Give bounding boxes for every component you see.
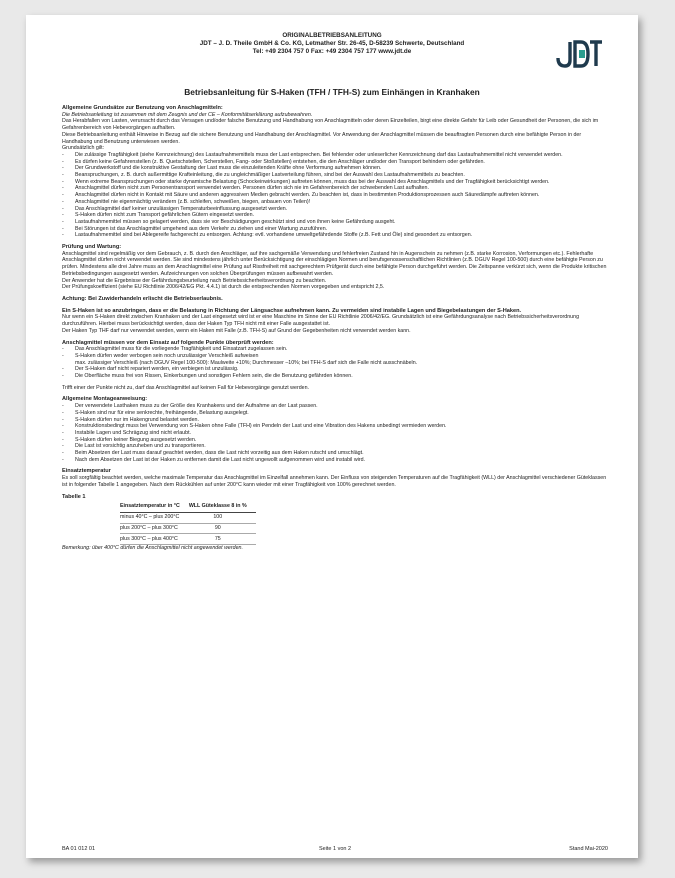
list-item: - Nach dem Absetzen der Last ist der Haken zu entfernen damit die Last nicht ungewollt aufgenommen wird und instabil wird. (62, 457, 608, 464)
table-caption: Tabelle 1 (62, 493, 86, 500)
section-heading-temperatur: Einsatztemperatur (62, 468, 111, 475)
list-item: - Anschlagmittel nie eigenmächtig verändern (z.B. schleifen, schweißen, biegen, anbauen von Teilen)! (62, 199, 608, 206)
list-item: - Der S-Haken darf nicht repariert werden, ein verbiegen ist unzulässig. (62, 366, 608, 373)
table-cell: 100 (189, 512, 256, 523)
list-item: - Der verwendete Lasthaken muss zu der Größe des Kranhakens und der Aufnahme an der Last passen. (62, 403, 608, 410)
list-item: - Wenn extreme Beanspruchungen oder starke dynamische Belastung (Schockeinwirkungen) auftreten können, muss das bei der Auswahl des Anschlagmittels und der Tragfähigkeit berücksichtigt werden. (62, 179, 608, 186)
checks-list (62, 346, 608, 380)
header-company-address: JDT – J. D. Theile GmbH & Co. KG, Letmather Str. 26-45, D-58239 Schwerte, Deutschland (199, 40, 465, 48)
document-header (26, 32, 638, 57)
table-header-row (120, 501, 256, 512)
document-body (62, 105, 608, 552)
paragraph: Der Anwender hat die Ergebnisse der Gefährdungsbeurteilung nach Betriebssicherheitsverordnung zu beachten. (62, 277, 327, 284)
list-item: - Lastaufnahmemittel müssen so gelagert werden, dass sie vor Beschädigungen geschützt sind und von ihnen keine Gefährdung ausgeht. (62, 219, 608, 226)
table-cell: 75 (189, 534, 256, 545)
list-item: - Anschlagmittel dürfen nicht zum Personentransport verwendet werden. Personen dürfen sich nie im Gefahrenbereich der schwebenden Last aufhalten. (62, 185, 608, 192)
table-cell: plus 200°C – plus 300°C (120, 523, 189, 534)
jdt-logo (555, 39, 603, 69)
paragraph: Trifft einer der Punkte nicht zu, darf das Anschlagmittel auf keinen Fall für Hebevorgänge genutzt werden. (62, 384, 310, 391)
table-header: WLL Güteklasse 8 in % (189, 501, 256, 512)
section-heading-pruefung: Prüfung und Wartung: (62, 244, 122, 251)
table-row (120, 534, 256, 545)
list-item: - Konstruktionsbedingt muss bei Verwendung von S-Haken ohne Falle (TFH) ein Pendeln der Last und eine Vibration des Hakens unbedingt vermieden werden. (62, 423, 608, 430)
page-number: Seite 1 von 2 (318, 846, 352, 852)
header-doc-type: ORIGINALBETRIEBSANLEITUNG (282, 32, 382, 39)
table-cell: plus 300°C – plus 400°C (120, 534, 189, 545)
list-item: - Beim Absetzen der Last muss darauf geachtet werden, dass die Last nicht vorzeitig aus dem Haken rutscht und umschlägt. (62, 450, 608, 457)
table-note: Bemerkung: über 400°C dürfen die Anschlagmittel nicht angewendet werden. (62, 545, 243, 552)
paragraph: Der Prüfungskoeffizient (siehe EU Richtlinie 2006/42/EG Pkt. 4.4.1) ist durch die entsprechenden Normen vorgegeben und entspricht 2,5. (62, 284, 385, 291)
document-number: BA 01 012 01 (62, 846, 96, 852)
rules-list (62, 152, 608, 239)
list-item: - S-Haken dürfen nicht zum Transport gefährlichen Gütern eingesetzt werden. (62, 212, 608, 219)
list-item: - Der Grundwerkstoff und die konstruktive Gestaltung der Last muss die einzuleitenden Kräfte ohne Verformung aufnehmen können. (62, 165, 608, 172)
header-contact: Tel: +49 2304 757 0 Fax: +49 2304 757 177 www.jdt.de (252, 48, 412, 56)
section-heading-grundsaetze: Allgemeine Grundsätze zur Benutzung von Anschlagmitteln: (62, 105, 223, 111)
wear-limits: max. zulässiger Verschleiß (nach DGUV Regel 100-500): Maulweite +10%; Durchmesser –10%; bei TFH-S darf sich die Falle nicht ausschnäbeln. (75, 359, 418, 366)
paragraph: Grundsätzlich gilt: (62, 145, 105, 152)
section-heading-montage: Allgemeine Montageanweisung: (62, 396, 148, 403)
jdt-logo-icon (555, 39, 603, 69)
list-item: - Anschlagmittel dürfen nicht in Kontakt mit Säure und anderen aggressiven Medien gebracht werden. Zu beachten ist, dass in bestimmten Produktionsprozessen auch Säuredämpfe auftreten können. (62, 192, 608, 199)
table-header: Einsatztemperatur in °C (120, 501, 189, 512)
document-page (26, 15, 638, 858)
paragraph: Nur wenn ein S-Haken direkt zwischen Kranhaken und der Last eingesetzt wird ist er eine Maschine im Sinne der EU Richtlinie 2006/42/EG. Grundsätzlich ist eine Gefährdungsanalyse nach Betriebssicherheitsverordnung durchzuführen. Hierbei muss berücksichtigt werden, dass der Haken Typ TFH nicht mit einer Falle ausgestattet ist. (62, 314, 580, 328)
list-item: - Lastaufnahmemittel sind bei Ablegereife fachgerecht zu entsorgen. Achtung: evtl. vorhandene umweltgefährdende Stoffe (z.B. Fett und Öle) sind gesondert zu entsorgen. (62, 232, 608, 239)
paragraph: Das Herabfallen von Lasten, verursacht durch das Versagen und/oder falsche Benutzung und Handhabung von Anschlagmitteln oder deren Einzelteilen, birgt eine direkte Gefahr für Leib oder Gesundheit der Personen, die sich im Gefahrenbereich von Hebevorgängen aufhalten. (62, 118, 599, 132)
intro-note: Die Betriebsanleitung ist zusammen mit dem Zeugnis und der CE – Konformitätserklärung aufzubewahren. (62, 111, 313, 118)
table-row (120, 512, 256, 523)
list-item (62, 353, 608, 366)
paragraph: Der Haken Typ THF darf nur verwendet werden, wenn ein Haken mit Falle (z.B. TFH-S) auf Grund der Gegebenheiten nicht verwendet werden kann. (62, 327, 411, 334)
list-item: - Die Last ist vorsichtig anzuheben und zu transportieren. (62, 443, 608, 450)
list-item: - Das Anschlagmittel muss für die vorliegende Tragfähigkeit und Einsatzart zugelassen sein. (62, 346, 608, 353)
list-item: - S-Haken dürfen keiner Biegung ausgesetzt werden. (62, 437, 608, 444)
table-cell: 90 (189, 523, 256, 534)
table-cell: minus 40°C – plus 200°C (120, 512, 189, 523)
paragraph: Diese Betriebsanleitung enthält Hinweise in Bezug auf die sichere Benutzung und Handhabung der Anschlagmittel. Vor Anwendung der Anschlagmittel müssen die beauftragten Personen durch eine befähigte Person in der Handhabung und Benutzung unterwiesen werden. (62, 131, 582, 145)
warning-notice: Achtung: Bei Zuwiderhandeln erlischt die Betriebserlaubnis. (62, 295, 223, 302)
list-item-text: S-Haken dürfen weder verbogen sein noch unzulässiger Verschleiß aufweisen (75, 352, 259, 359)
paragraph: Anschlagmittel sind regelmäßig vor dem Gebrauch, z. B. durch den Anschläger, auf ihre sachgemäße Verwendung und fehlerfreien Zustand hin in Augenschein zu nehmen (z.B. starke Korrosion, Verformungen etc.). Fehlerhafte Anschlagmittel dürfen nicht verwendet werden. Sie sind mindestens jährlich unter Berücksichtigung der einschlägigen Normen und berufsgenossenschaftlichen Richtlinien (z.B. DGUV Regel 100-500) durch eine befähigte Person zu prüfen. Mindestens alle drei Jahre muss an dem Anschlagmittel eine Prüfung auf Rissfreiheit mit sachgerechtem Prüfgerät durch eine befähigte Person durchgeführt werden. Die Zeitspanne verkürzt sich, wenn die Produkte kritischen Betriebsbedingungen ausgesetzt werden. Aufzeichnungen von solchen Überprüfungen müssen aufbewahrt werden. (62, 250, 607, 277)
list-item: - Die zulässige Tragfähigkeit (siehe Kennzeichnung) des Lastaufnahmemittels muss der Last entsprechen. Bei fehlender oder unleserlicher Kennzeichnung darf das Lastaufnahmemittel nicht verwendet werden. (62, 152, 608, 159)
section-heading-checks: Anschlagmittel müssen vor dem Einsatz auf folgende Punkte überprüft werden: (62, 339, 274, 346)
list-item: - Instabile Lagen und Schrägzug sind nicht erlaubt. (62, 430, 608, 437)
document-title: Betriebsanleitung für S-Haken (TFH / TFH-S) zum Einhängen in Kranhaken (184, 87, 480, 97)
montage-list (62, 403, 608, 463)
list-item: - S-Haken sind nur für eine senkrechte, freihängende, Belastung ausgelegt. (62, 410, 608, 417)
list-item: - Es dürfen keine Gefahrenstellen (z. B. Quetschstellen, Scherstellen, Fang- oder Stoßstellen) entstehen, die den Anschläger und/oder den Transport behindern oder gefährden. (62, 159, 608, 166)
paragraph: Es soll sorgfältig beachtet werden, welche maximale Temperatur das Anschlagmittel im Einzelfall annehmen kann. Der Einfluss von steigenden Temperaturen auf die Tragfähigkeit (WLL) der Anschlagmittel verschiedener Güteklassen ist in folgender Tabelle 1 angegeben. Nach dem Rückkühlen auf unter 200°C kann wieder mit einer Tragfähigkeit von 100% gerechnet werden. (62, 475, 607, 488)
list-item: - Die Oberfläche muss frei von Rissen, Einkerbungen und sonstigen Fehlern sein, die die Benutzung gefährden können. (62, 373, 608, 380)
list-item: - Beanspruchungen, z. B. durch außermittige Krafteinleitung, die zu ungleichmäßiger Lastverteilung führen, sind bei der Auswahl des Lastaufnahmemittels zu beachten. (62, 172, 608, 179)
temperature-table (120, 501, 256, 545)
table-row (120, 523, 256, 534)
mounting-rule: Ein S-Haken ist so anzubringen, dass er die Belastung in Richtung der Längsachse aufnehmen kann. Zu vermeiden sind instabile Lagen und Biegebelastungen der S-Haken. (62, 307, 522, 314)
list-item: - Das Anschlagmittel darf keiner unzulässigen Temperaturbeeinflussung ausgesetzt werden. (62, 206, 608, 213)
revision-date: Stand Mai-2020 (569, 846, 608, 852)
list-item: - S-Haken dürfen nur im Hakengrund belastet werden. (62, 417, 608, 424)
list-item: - Bei Störungen ist das Anschlagmittel umgehend aus dem Verkehr zu ziehen und einer Wartung zuzuführen. (62, 226, 608, 233)
